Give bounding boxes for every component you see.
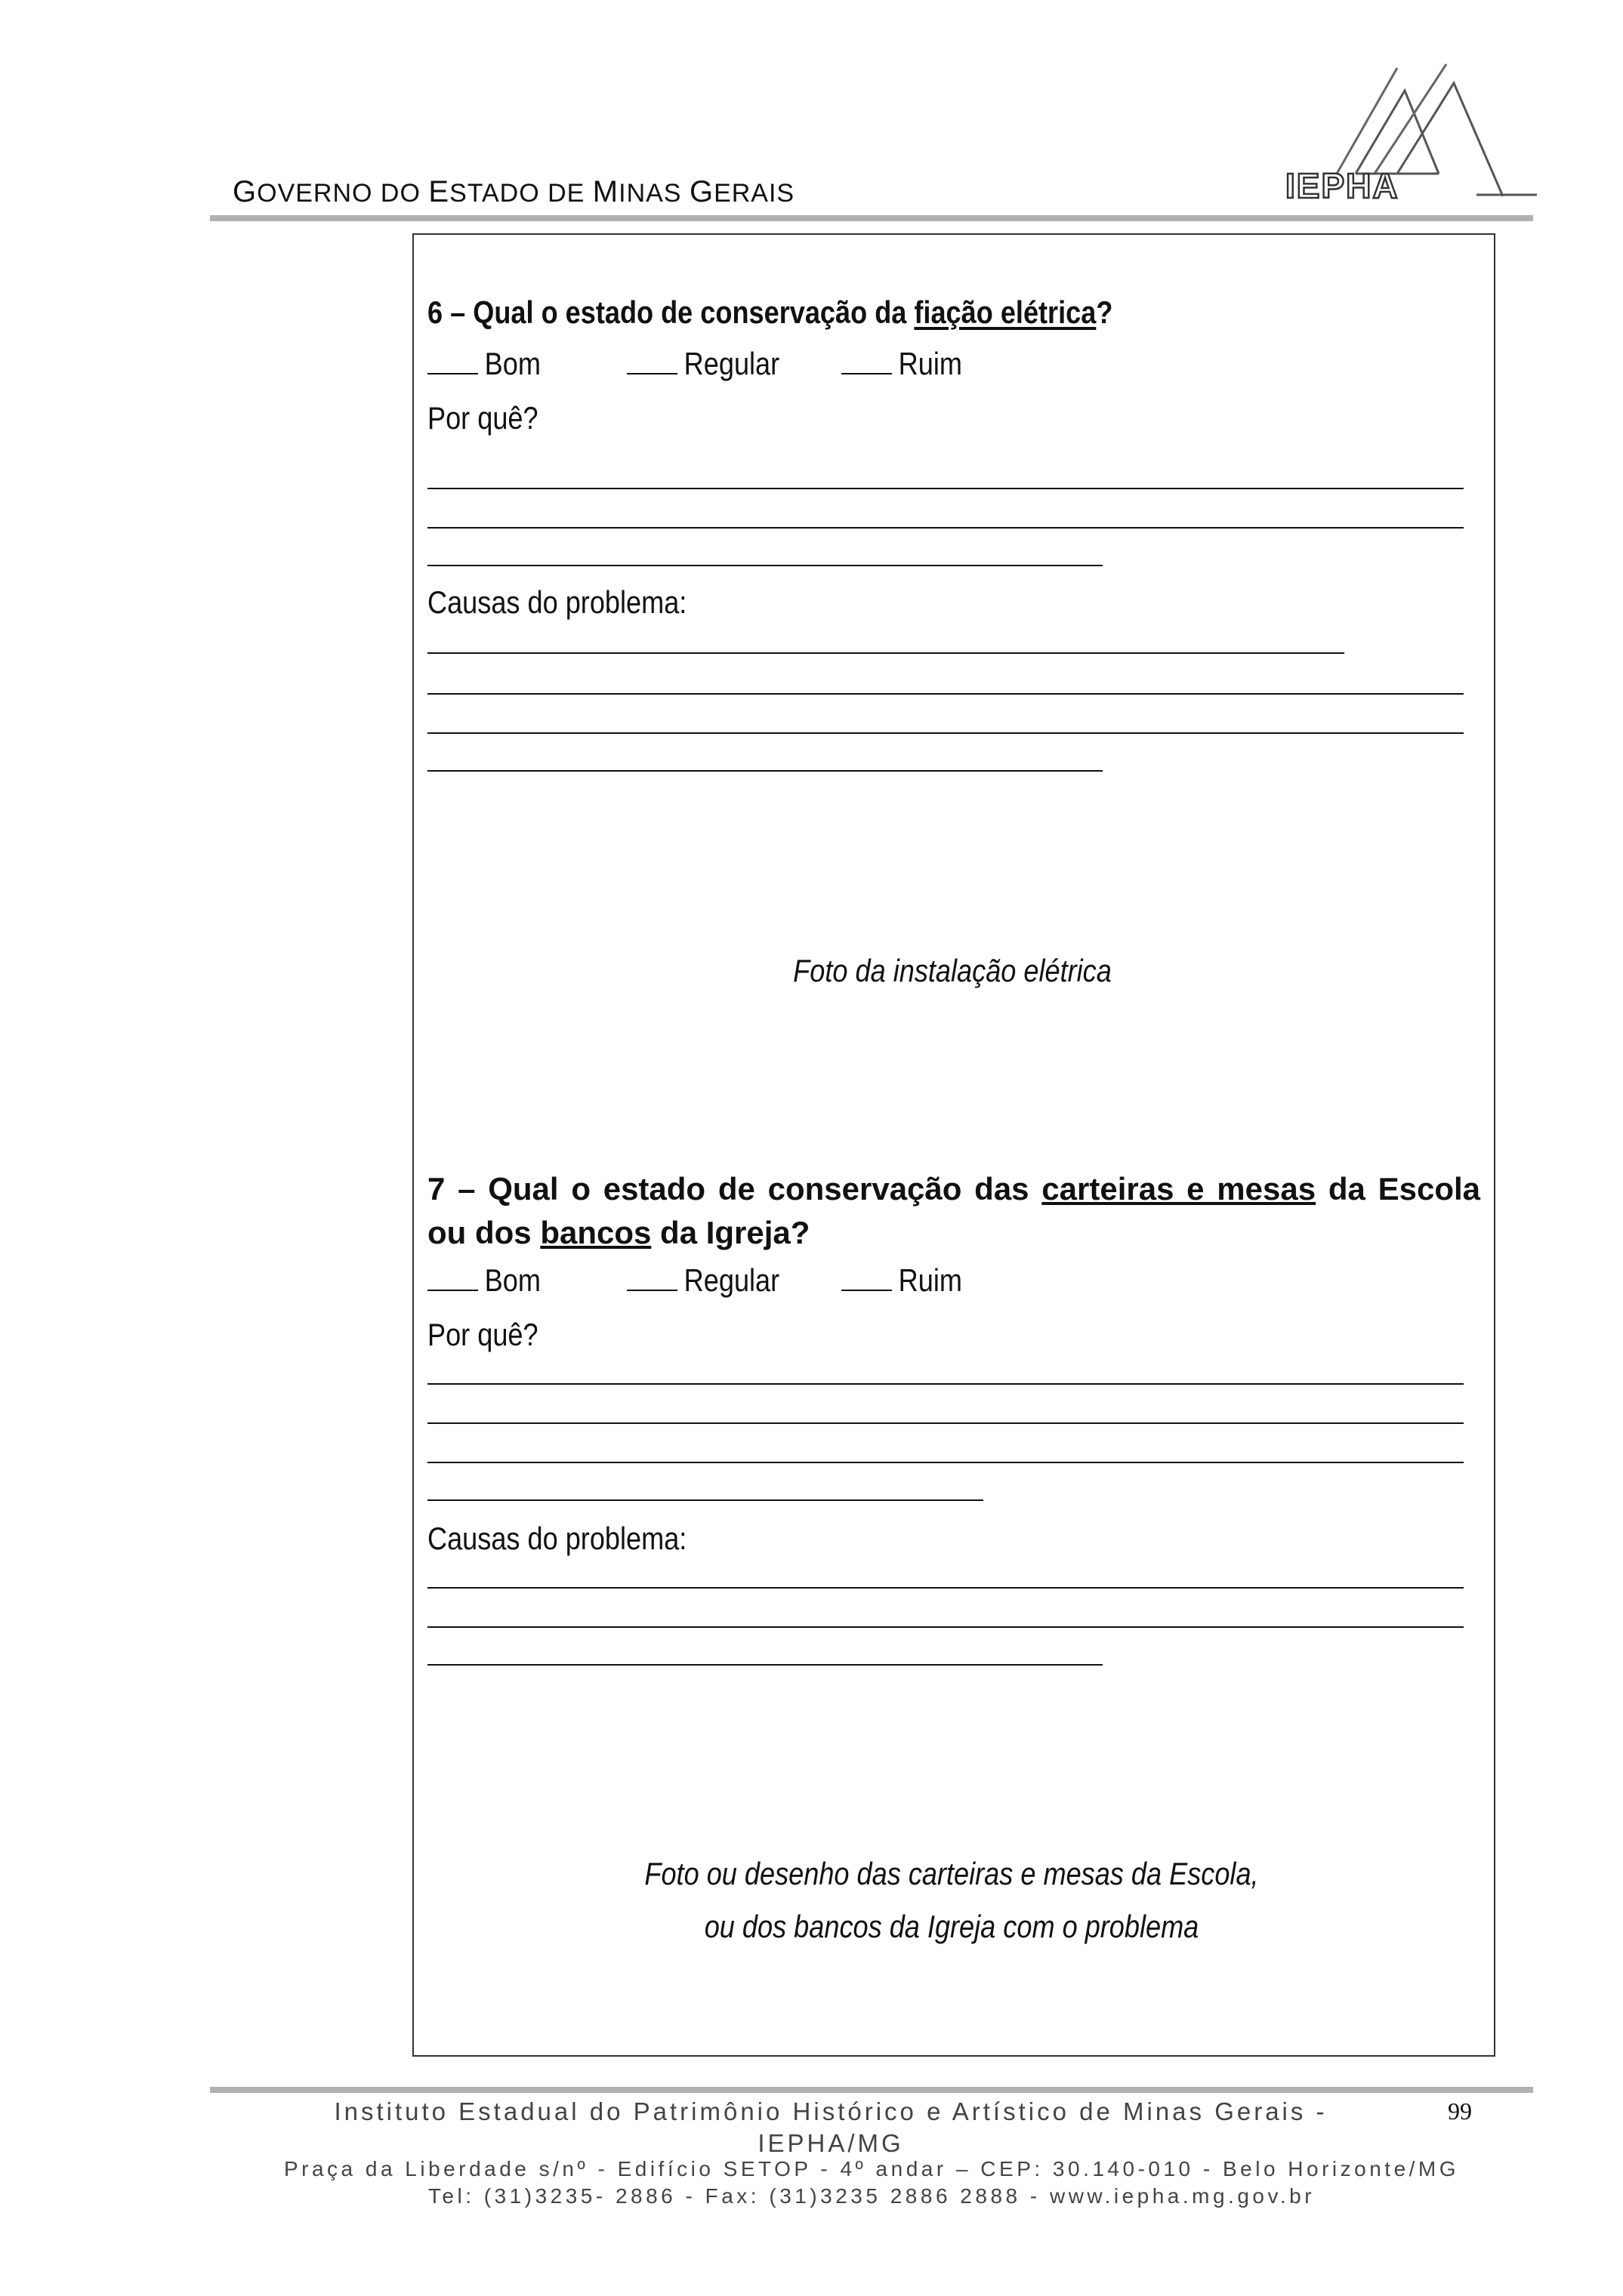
question-7-underlined: carteiras e mesas: [1041, 1171, 1316, 1207]
option-label: Ruim: [898, 346, 962, 381]
option-label: Regular: [683, 1262, 780, 1298]
photo-caption: Foto ou desenho das carteiras e mesas da Escola,: [644, 1856, 1259, 1891]
photo-caption: Foto da instalação elétrica: [793, 953, 1112, 988]
question-7-underlined: bancos: [540, 1215, 652, 1250]
page-number: 99: [1448, 2097, 1472, 2125]
answer-line[interactable]: [427, 1499, 983, 1501]
answer-line[interactable]: [427, 565, 1103, 566]
photo-caption: ou dos bancos da Igreja com o problema: [704, 1909, 1199, 1944]
header-title-part: G: [233, 175, 258, 208]
why-label: Por quê?: [427, 1317, 538, 1352]
header-title: [233, 175, 795, 209]
header-title-part: E: [428, 175, 450, 208]
answer-line[interactable]: [427, 1626, 1464, 1628]
causes-label: Causas do problema:: [427, 584, 687, 620]
answer-line[interactable]: [427, 1664, 1103, 1666]
header-title-part: STADO DE: [449, 179, 593, 208]
option-bom[interactable]: [427, 1262, 541, 1299]
header-title-part: G: [689, 175, 714, 208]
question-7: [427, 1167, 1480, 1255]
question-6-underlined: fiação elétrica: [914, 294, 1097, 330]
answer-line[interactable]: [427, 527, 1464, 529]
option-label: Bom: [484, 1262, 541, 1298]
option-label: Ruim: [898, 1262, 962, 1298]
header-divider: [210, 215, 1533, 221]
answer-line[interactable]: [427, 488, 1464, 489]
form-frame: [412, 233, 1495, 2057]
option-ruim[interactable]: [841, 1262, 962, 1299]
question-6-prefix: 6 – Qual o estado de conservação da: [427, 294, 915, 330]
question-6-suffix: ?: [1096, 294, 1113, 330]
answer-line[interactable]: [427, 1383, 1464, 1385]
option-ruim[interactable]: [841, 346, 962, 382]
header-title-part: INAS: [619, 179, 690, 208]
option-label: Regular: [683, 346, 780, 381]
question-7-suffix: da Igreja?: [651, 1215, 810, 1250]
answer-line[interactable]: [427, 693, 1464, 695]
answer-line[interactable]: [427, 770, 1103, 772]
header-title-part: M: [592, 175, 619, 208]
option-bom[interactable]: [427, 346, 541, 382]
why-label: Por quê?: [427, 400, 538, 436]
option-label: Bom: [484, 346, 541, 381]
footer-institution: Instituto Estadual do Patrimônio Histórico e Artístico de Minas Gerais - IEPHA/MG: [334, 2097, 1328, 2157]
answer-line[interactable]: [427, 732, 1464, 734]
logo-text: IEPHA: [1285, 166, 1399, 205]
footer-contact: Tel: (31)3235- 2886 - Fax: (31)3235 2886 2888 - www.iepha.mg.gov.br: [427, 2184, 1316, 2208]
answer-line[interactable]: [427, 1422, 1464, 1424]
answer-line[interactable]: [427, 1462, 1464, 1463]
answer-line[interactable]: [427, 1587, 1464, 1589]
option-regular[interactable]: [627, 346, 779, 382]
answer-line[interactable]: [427, 652, 1344, 654]
question-7-prefix: 7 – Qual o estado de conservação das: [427, 1171, 1042, 1207]
causes-label: Causas do problema:: [427, 1521, 687, 1556]
iepha-logo: [1284, 60, 1537, 211]
question-6: [427, 294, 1112, 331]
question-7-middle: da Escola ou dos: [427, 1171, 1481, 1250]
option-regular[interactable]: [627, 1262, 779, 1299]
footer-address: Praça da Liberdade s/nº - Edifício SETOP - 4º andar – CEP: 30.140-010 - Belo Horizonte/MG: [283, 2157, 1460, 2180]
header-title-part: OVERNO DO: [257, 179, 429, 208]
footer-divider: [210, 2087, 1533, 2093]
header-title-part: ERAIS: [714, 179, 795, 208]
